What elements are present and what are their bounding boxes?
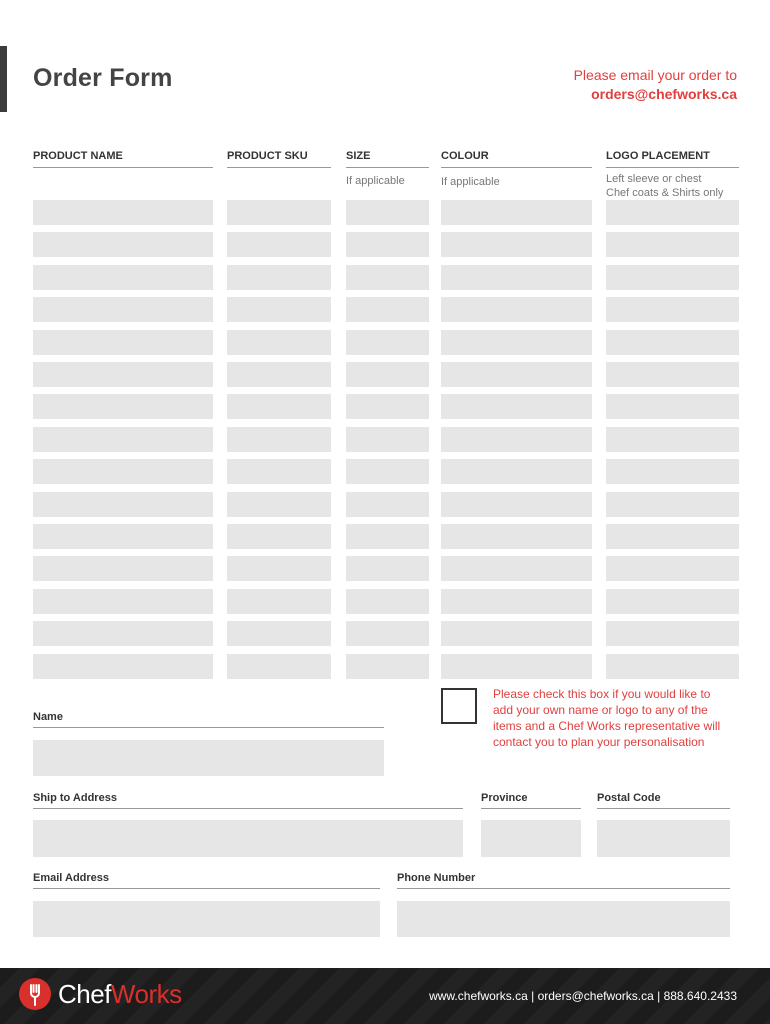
product-sku-cell[interactable] (227, 200, 331, 225)
email-instruction-text: Please email your order to (573, 67, 737, 83)
product-name-cell[interactable] (33, 492, 213, 517)
brand-logo (58, 979, 182, 1010)
colour-cell[interactable] (441, 297, 592, 322)
size-cell[interactable] (346, 654, 429, 679)
size-cell[interactable] (346, 556, 429, 581)
product-name-cell[interactable] (33, 654, 213, 679)
colour-cell[interactable] (441, 492, 592, 517)
logo-placement-cell[interactable] (606, 297, 739, 322)
logo-placement-hint-2: Chef coats & Shirts only (606, 187, 724, 199)
colour-cell[interactable] (441, 394, 592, 419)
ship-to-address-field[interactable] (33, 820, 463, 857)
page-title: Order Form (33, 64, 173, 92)
phone-number-label: Phone Number (397, 872, 730, 889)
size-cell[interactable] (346, 459, 429, 484)
size-cell[interactable] (346, 200, 429, 225)
brand-logo-part1: Chef (58, 979, 111, 1009)
product-sku-cell[interactable] (227, 330, 331, 355)
size-cell[interactable] (346, 265, 429, 290)
fork-logo-icon (19, 978, 51, 1010)
colour-cell[interactable] (441, 589, 592, 614)
product-sku-cell[interactable] (227, 459, 331, 484)
colour-cell[interactable] (441, 362, 592, 387)
postal-code-field[interactable] (597, 820, 730, 857)
colour-cell[interactable] (441, 524, 592, 549)
logo-placement-cell[interactable] (606, 394, 739, 419)
name-label: Name (33, 711, 384, 728)
product-sku-cell[interactable] (227, 492, 331, 517)
product-name-cell[interactable] (33, 459, 213, 484)
product-name-cell[interactable] (33, 589, 213, 614)
logo-placement-cell[interactable] (606, 524, 739, 549)
size-cell[interactable] (346, 621, 429, 646)
product-sku-cell[interactable] (227, 297, 331, 322)
province-field[interactable] (481, 820, 581, 857)
logo-placement-cell[interactable] (606, 330, 739, 355)
postal-code-label: Postal Code (597, 792, 730, 809)
footer-contact-info: www.chefworks.ca | orders@chefworks.ca | 888.640.2433 (429, 989, 737, 1003)
personalisation-checkbox[interactable] (441, 688, 477, 724)
product-name-cell[interactable] (33, 330, 213, 355)
product-name-cell[interactable] (33, 362, 213, 387)
logo-placement-cell[interactable] (606, 621, 739, 646)
logo-placement-cell[interactable] (606, 232, 739, 257)
personalisation-note: Please check this box if you would like to add your own name or logo to any of the items and a Chef Works representative will contact you to plan your personalisation (493, 687, 721, 749)
size-cell[interactable] (346, 589, 429, 614)
product-sku-cell[interactable] (227, 394, 331, 419)
colour-cell[interactable] (441, 265, 592, 290)
size-cell[interactable] (346, 297, 429, 322)
product-name-cell[interactable] (33, 297, 213, 322)
product-sku-cell[interactable] (227, 265, 331, 290)
product-sku-cell[interactable] (227, 362, 331, 387)
product-name-cell[interactable] (33, 556, 213, 581)
size-cell[interactable] (346, 427, 429, 452)
column-header-colour: COLOUR (441, 150, 592, 168)
email-instructions (574, 66, 737, 104)
email-address-field[interactable] (33, 901, 380, 937)
colour-cell[interactable] (441, 330, 592, 355)
colour-hint: If applicable (441, 176, 500, 188)
name-field[interactable] (33, 740, 384, 776)
logo-placement-cell[interactable] (606, 589, 739, 614)
product-sku-cell[interactable] (227, 232, 331, 257)
colour-cell[interactable] (441, 654, 592, 679)
colour-cell[interactable] (441, 556, 592, 581)
logo-placement-cell[interactable] (606, 654, 739, 679)
product-name-cell[interactable] (33, 427, 213, 452)
logo-placement-cell[interactable] (606, 265, 739, 290)
brand-logo-part2: Works (110, 979, 182, 1009)
product-sku-cell[interactable] (227, 524, 331, 549)
product-name-cell[interactable] (33, 265, 213, 290)
size-cell[interactable] (346, 330, 429, 355)
colour-cell[interactable] (441, 232, 592, 257)
colour-cell[interactable] (441, 427, 592, 452)
logo-placement-cell[interactable] (606, 492, 739, 517)
logo-placement-cell[interactable] (606, 362, 739, 387)
size-cell[interactable] (346, 492, 429, 517)
email-address-label: Email Address (33, 872, 380, 889)
column-header-logo-placement: LOGO PLACEMENT (606, 150, 739, 168)
product-name-cell[interactable] (33, 524, 213, 549)
colour-cell[interactable] (441, 621, 592, 646)
ship-to-address-label: Ship to Address (33, 792, 463, 809)
product-sku-cell[interactable] (227, 654, 331, 679)
logo-placement-cell[interactable] (606, 427, 739, 452)
colour-cell[interactable] (441, 459, 592, 484)
size-cell[interactable] (346, 232, 429, 257)
logo-placement-hint-1: Left sleeve or chest (606, 173, 702, 185)
column-header-size: SIZE (346, 150, 429, 168)
header-accent-bar (0, 46, 7, 112)
size-cell[interactable] (346, 362, 429, 387)
product-name-cell[interactable] (33, 200, 213, 225)
product-name-cell[interactable] (33, 621, 213, 646)
logo-placement-cell[interactable] (606, 556, 739, 581)
email-address-link[interactable]: orders@chefworks.ca (591, 86, 737, 102)
product-sku-cell[interactable] (227, 621, 331, 646)
column-header-product-name: PRODUCT NAME (33, 150, 213, 168)
product-sku-cell[interactable] (227, 427, 331, 452)
product-sku-cell[interactable] (227, 589, 331, 614)
product-name-cell[interactable] (33, 394, 213, 419)
province-label: Province (481, 792, 581, 809)
product-sku-cell[interactable] (227, 556, 331, 581)
logo-placement-cell[interactable] (606, 459, 739, 484)
size-hint: If applicable (346, 175, 405, 187)
size-cell[interactable] (346, 394, 429, 419)
logo-placement-cell[interactable] (606, 200, 739, 225)
column-header-product-sku: PRODUCT SKU (227, 150, 331, 168)
phone-number-field[interactable] (397, 901, 730, 937)
size-cell[interactable] (346, 524, 429, 549)
colour-cell[interactable] (441, 200, 592, 225)
product-name-cell[interactable] (33, 232, 213, 257)
